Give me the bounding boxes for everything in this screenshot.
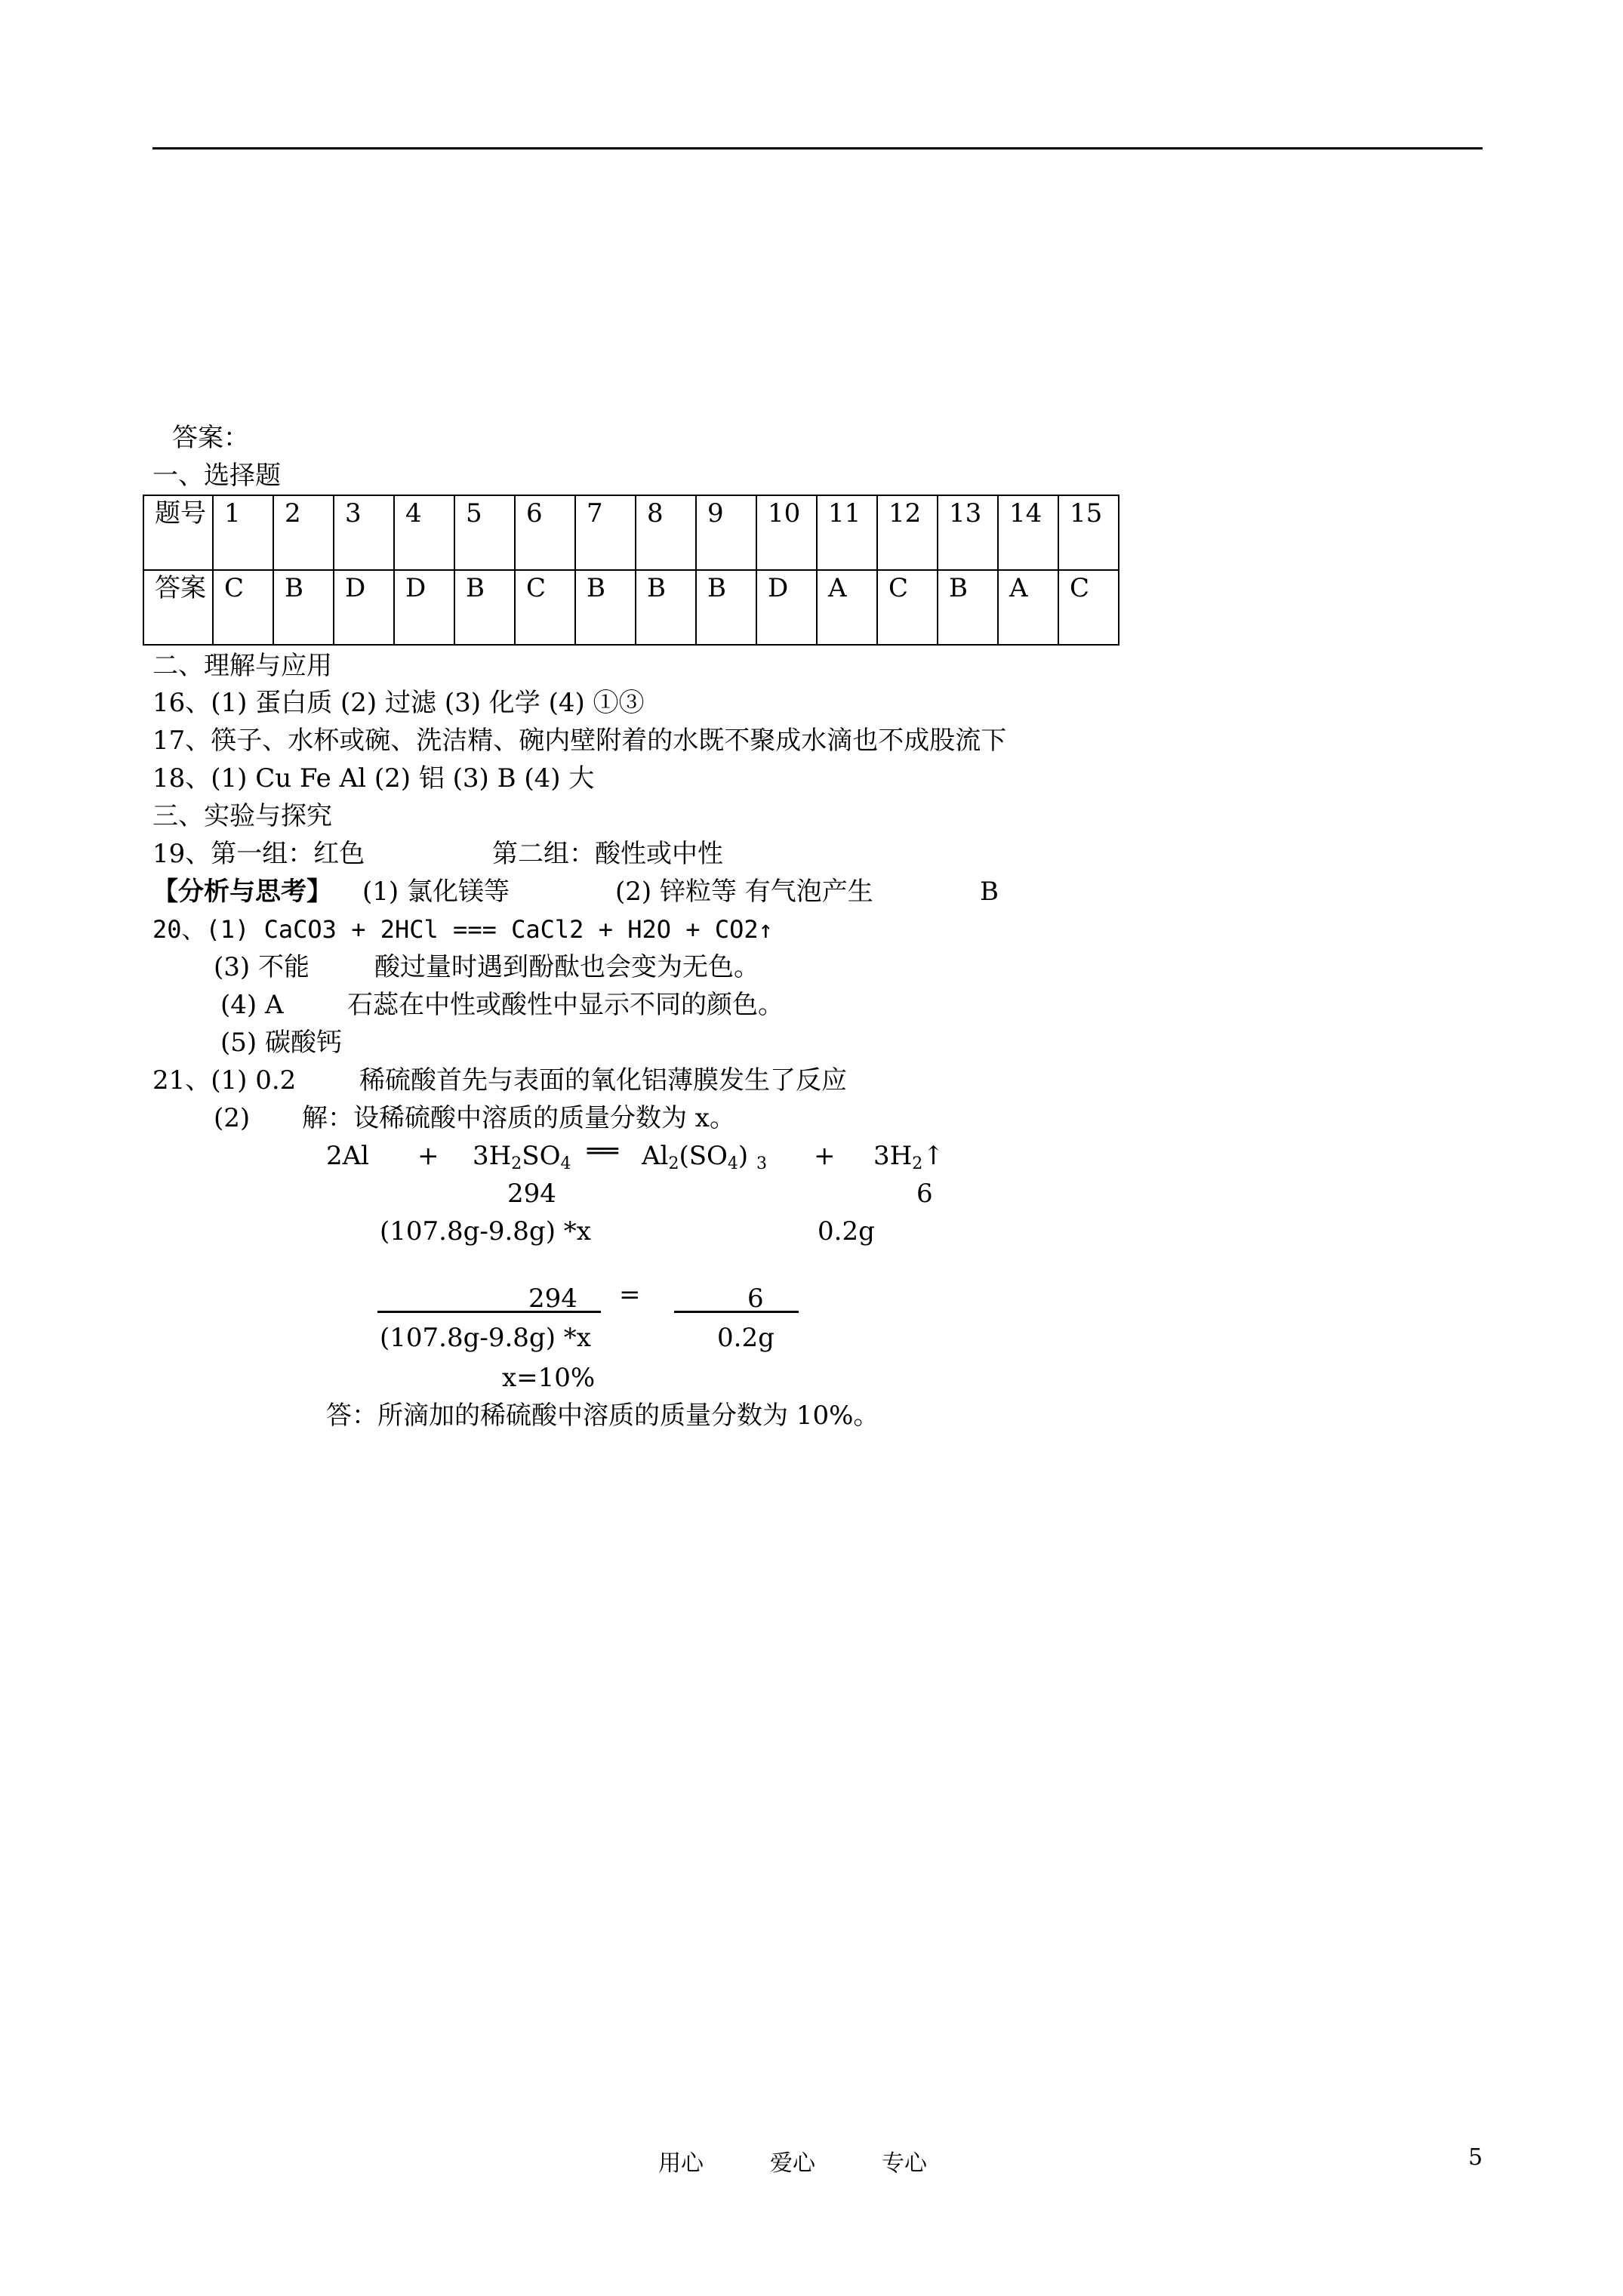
table-cell: B	[575, 570, 636, 645]
equation-h2so4: $3H_2SO_4$	[473, 1141, 571, 1173]
table-cell: 2	[273, 495, 334, 570]
table-row-answers	[143, 570, 1119, 645]
fraction-right-denominator: 0.2g	[717, 1323, 775, 1353]
table-cell: C	[213, 570, 273, 645]
table-cell: 3	[334, 495, 394, 570]
table-cell: B	[938, 570, 998, 645]
mass-294: 294	[507, 1179, 556, 1209]
row-label-number: 题号	[143, 495, 213, 570]
header-rule	[152, 147, 1483, 149]
section-experiment-title: 三、实验与探究	[152, 801, 332, 831]
table-cell: B	[696, 570, 756, 645]
answer-20-part3-text: 酸过量时遇到酚酞也会变为无色。	[374, 952, 759, 982]
answer-20-part3-label: (3) 不能	[214, 952, 310, 982]
footer-word-2: 爱心	[770, 2150, 815, 2177]
table-cell: C	[515, 570, 575, 645]
fraction-equals: =	[619, 1280, 641, 1310]
table-cell: C	[1058, 570, 1119, 645]
footer-word-3: 专心	[882, 2150, 927, 2177]
result-x: x=10%	[502, 1363, 596, 1393]
table-cell: A	[817, 570, 877, 645]
answer-19-group1: 19、第一组：红色	[152, 839, 365, 869]
table-cell: A	[998, 570, 1058, 645]
mass-0-2g: 0.2g	[818, 1216, 875, 1247]
table-cell: 5	[454, 495, 515, 570]
section-understanding-title: 二、理解与应用	[152, 651, 332, 681]
answer-21-part2-label: (2)	[214, 1103, 251, 1133]
equation-al2so43: $Al_2(SO_4)$ $_3$	[642, 1141, 767, 1173]
fraction-right-bar	[674, 1311, 799, 1313]
fraction-left-numerator: 294	[528, 1284, 577, 1314]
analysis-part3: B	[980, 877, 999, 907]
answer-table	[143, 495, 1119, 646]
table-cell: 10	[756, 495, 817, 570]
table-cell: D	[334, 570, 394, 645]
table-cell: 8	[636, 495, 696, 570]
mass-expression: (107.8g-9.8g) *x	[380, 1216, 591, 1247]
equation-plus-2: +	[814, 1141, 836, 1171]
section-choice-title: 一、选择题	[152, 461, 281, 491]
fraction-left-denominator: (107.8g-9.8g) *x	[380, 1323, 591, 1353]
table-cell: B	[636, 570, 696, 645]
fraction-right-numerator: 6	[747, 1284, 764, 1314]
equation-plus-1: +	[417, 1141, 439, 1171]
answer-21-part2-text: 解：设稀硫酸中溶质的质量分数为 x。	[302, 1103, 735, 1133]
table-cell: 6	[515, 495, 575, 570]
answer-heading: 答案：	[172, 423, 249, 453]
equation-al: 2Al	[326, 1141, 370, 1171]
table-cell: 14	[998, 495, 1058, 570]
equation-h2: $3H_2↑$	[873, 1141, 944, 1173]
mass-6: 6	[916, 1179, 933, 1209]
conclusion: 答：所滴加的稀硫酸中溶质的质量分数为 10%。	[326, 1401, 879, 1431]
answer-20-line1: 20、(1) CaCO3 + 2HCl === CaCl2 + H2O + CO2↑	[152, 915, 773, 944]
answer-18: 18、(1) Cu Fe Al (2) 铝 (3) B (4) 大	[152, 763, 595, 794]
table-cell: D	[394, 570, 454, 645]
answer-16: 16、(1) 蛋白质 (2) 过滤 (3) 化学 (4) ①③	[152, 688, 645, 718]
answer-21-part1-text: 稀硫酸首先与表面的氧化铝薄膜发生了反应	[359, 1065, 847, 1096]
table-cell: 9	[696, 495, 756, 570]
answer-20-part5: (5) 碳酸钙	[220, 1028, 342, 1058]
analysis-part2: (2) 锌粒等 有气泡产生	[615, 877, 873, 907]
answer-17: 17、筷子、水杯或碗、洗洁精、碗内壁附着的水既不聚成水滴也不成股流下	[152, 726, 1007, 756]
answer-19-group2: 第二组：酸性或中性	[492, 839, 723, 869]
table-cell: 4	[394, 495, 454, 570]
answer-21-part1-label: 21、(1) 0.2	[152, 1065, 297, 1096]
table-cell: 7	[575, 495, 636, 570]
analysis-part1: (1) 氯化镁等	[362, 877, 510, 907]
table-row-numbers	[143, 495, 1119, 570]
answer-20-part4-text: 石蕊在中性或酸性中显示不同的颜色。	[347, 990, 784, 1020]
table-cell: C	[877, 570, 938, 645]
footer-word-1: 用心	[658, 2150, 704, 2177]
page-number: 5	[1468, 2144, 1483, 2171]
analysis-label: 【分析与思考】	[152, 877, 332, 907]
table-cell: 1	[213, 495, 273, 570]
row-label-answer: 答案	[143, 570, 213, 645]
table-cell: B	[454, 570, 515, 645]
fraction-left-bar	[377, 1311, 601, 1313]
answer-20-part4-label: (4) A	[220, 990, 284, 1020]
table-cell: D	[756, 570, 817, 645]
table-cell: 12	[877, 495, 938, 570]
table-cell: 15	[1058, 495, 1119, 570]
table-cell: B	[273, 570, 334, 645]
equation-arrow: ══	[587, 1136, 618, 1166]
table-cell: 13	[938, 495, 998, 570]
table-cell: 11	[817, 495, 877, 570]
